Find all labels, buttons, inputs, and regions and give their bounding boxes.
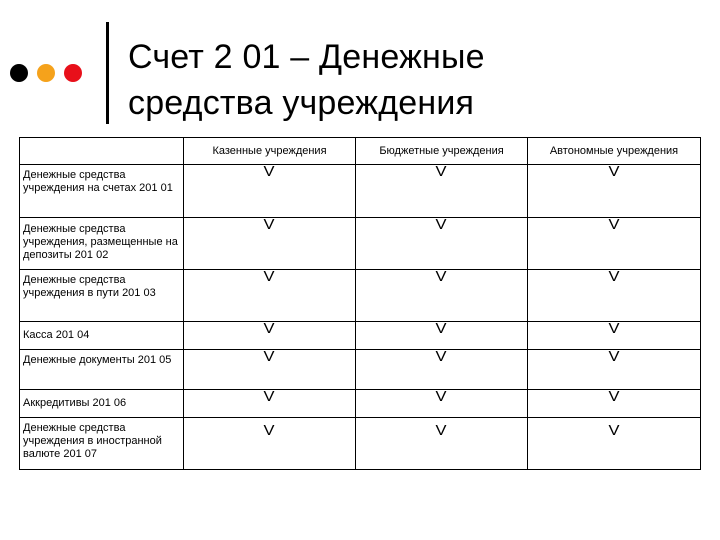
mark-cell: V	[528, 350, 701, 390]
row-label: Денежные средства учреждения в иностранной валюте 201 07	[20, 418, 184, 470]
mark-cell: V	[356, 350, 528, 390]
mark-cell: V	[528, 322, 701, 350]
black-dot-icon	[10, 64, 28, 82]
table-row	[20, 218, 701, 270]
mark-cell: V	[184, 270, 356, 322]
mark-cell: V	[184, 218, 356, 270]
table-row	[20, 418, 701, 470]
bullet-dots	[10, 64, 82, 82]
header-empty	[20, 138, 184, 165]
mark-cell: V	[528, 390, 701, 418]
mark-cell: V	[528, 165, 701, 218]
title-divider	[106, 22, 109, 124]
table-row	[20, 165, 701, 218]
mark-cell: V	[356, 270, 528, 322]
row-label: Денежные средства учреждения на счетах 201 01	[20, 165, 184, 218]
mark-cell: V	[528, 218, 701, 270]
mark-cell: V	[528, 418, 701, 470]
row-label: Денежные средства учреждения в пути 201 03	[20, 270, 184, 322]
mark-cell: V	[184, 322, 356, 350]
red-dot-icon	[64, 64, 82, 82]
table-row	[20, 270, 701, 322]
mark-cell: V	[356, 165, 528, 218]
mark-cell: V	[184, 165, 356, 218]
row-label: Денежные средства учреждения, размещенные на депозиты 201 02	[20, 218, 184, 270]
mark-cell: V	[184, 390, 356, 418]
title-line-1: Счет 2 01 – Денежные	[128, 38, 485, 76]
row-label: Касса 201 04	[20, 322, 184, 350]
header-kazennye: Казенные учреждения	[184, 138, 356, 165]
accounts-table	[19, 137, 701, 470]
row-label: Денежные документы 201 05	[20, 350, 184, 390]
mark-cell: V	[356, 418, 528, 470]
mark-cell: V	[184, 418, 356, 470]
mark-cell: V	[356, 322, 528, 350]
table-row	[20, 350, 701, 390]
table-row	[20, 322, 701, 350]
mark-cell: V	[356, 218, 528, 270]
mark-cell: V	[356, 390, 528, 418]
slide-title	[128, 34, 485, 126]
mark-cell: V	[528, 270, 701, 322]
header-byudzhetnye: Бюджетные учреждения	[356, 138, 528, 165]
orange-dot-icon	[37, 64, 55, 82]
row-label: Аккредитивы 201 06	[20, 390, 184, 418]
table-row	[20, 390, 701, 418]
title-line-2: средства учреждения	[128, 84, 475, 122]
mark-cell: V	[184, 350, 356, 390]
header-avtonomnye: Автономные учреждения	[528, 138, 701, 165]
table-header-row	[20, 138, 701, 165]
